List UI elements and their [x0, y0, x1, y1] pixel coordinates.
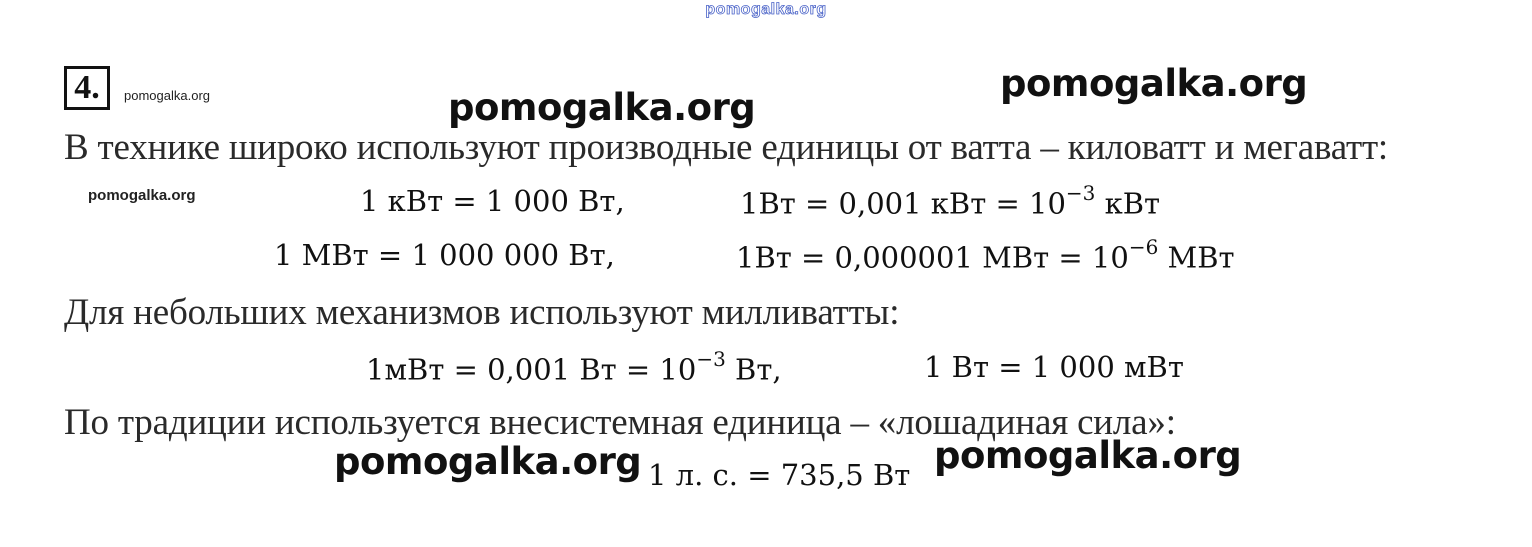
exponent: −3 [696, 347, 726, 371]
formula-milliwatt: 1мВт = 0,001 Вт = $10^{-3}$ Вт, [366, 347, 782, 387]
task-number-box [64, 66, 110, 110]
watermark-bottom-left-large: pomogalka.org [334, 440, 642, 483]
watermark-next-to-number: pomogalka.org [124, 88, 210, 103]
formula-watt-to-kilowatt: 1Вт = 0,001 кВт = $10^{-3}$ кВт [740, 181, 1161, 221]
watermark-right-large: pomogalka.org [1000, 62, 1308, 105]
formula-watt-to-milliwatt: 1 Вт = 1 000 мВт [924, 350, 1184, 384]
paragraph-kilowatt-megawatt: В технике широко используют производные единицы от ватта – киловатт и мегаватт: [64, 127, 1389, 168]
exponent: −3 [1065, 181, 1096, 205]
formula-horsepower: 1 л. с. = 735,5 Вт [648, 458, 911, 492]
formula-watt-to-megawatt: 1Вт = 0,000001 МВт = $10^{-6}$ МВт [736, 235, 1235, 275]
exponent: −6 [1128, 235, 1159, 259]
paragraph-horsepower: По традиции используется внесистемная единица – «лошадиная сила»: [64, 402, 1176, 443]
task-number: 4. [74, 69, 100, 106]
watermark-bottom-right-large: pomogalka.org [934, 434, 1242, 477]
watermark-center-large: pomogalka.org [448, 86, 756, 129]
header-watermark: pomogalka.org [705, 1, 827, 18]
formula-megawatt: 1 МВт = 1 000 000 Вт, [274, 238, 615, 272]
watermark-left-small: pomogalka.org [88, 187, 196, 204]
formula-kilowatt: 1 кВт = 1 000 Вт, [360, 184, 625, 218]
paragraph-milliwatt: Для небольших механизмов используют милливатты: [64, 292, 900, 333]
